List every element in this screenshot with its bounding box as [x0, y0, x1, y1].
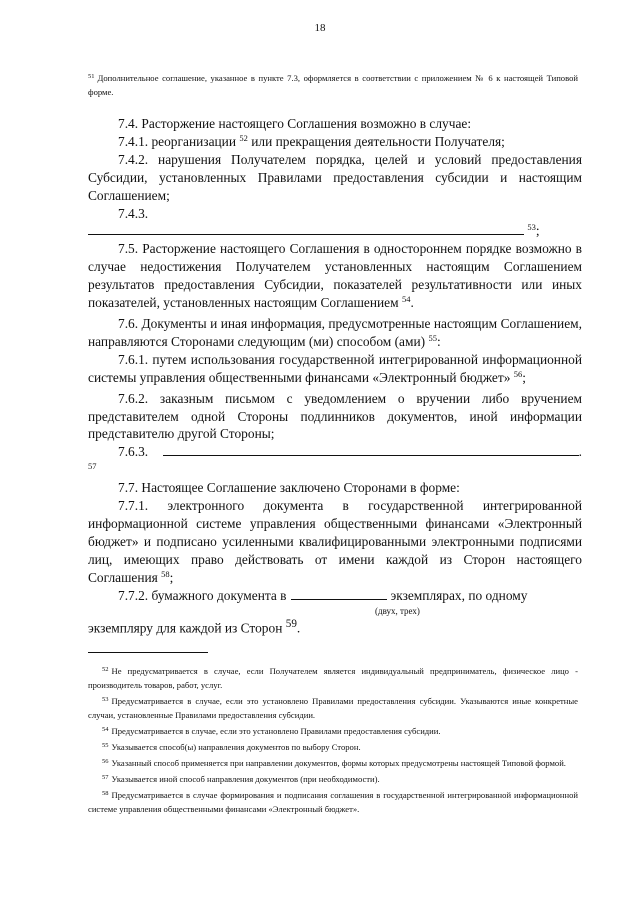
- clause-text: 7.6.1. путем использования государственной интегрированной информационной системы управления общественными финансами «Электронный бюджет»: [88, 351, 582, 385]
- clause-text-tail: или прекращения деятельности Получателя;: [247, 133, 505, 149]
- clause-end: .: [578, 444, 582, 460]
- clause-end: ;: [535, 223, 540, 239]
- footnote-number: 52: [102, 666, 109, 673]
- clause-7-4-1: [88, 133, 582, 151]
- footnote-text: Указанный способ применяется при направлении документов, формы которых предусмотрены настоящей Типовой формой.: [111, 758, 566, 768]
- footnote-55: [88, 740, 578, 754]
- footnote-text: Не предусматривается в случае, если Получателем является индивидуальный предприниматель, физическое лицо - производитель товаров, работ, услуг.: [88, 666, 578, 690]
- footnote-text: Дополнительное соглашение, указанное в пункте 7.3, оформляется в соответствии с приложением № 6 к настоящей Типовой форме.: [88, 73, 578, 97]
- footnote-separator: [88, 652, 208, 653]
- clause-7-7-2: [88, 587, 582, 638]
- clause-line: [88, 587, 582, 605]
- footnotes: [88, 664, 578, 818]
- clause-7-6-2: 7.6.2. заказным письмом с уведомлением о вручении либо вручением представителем одной Стороны подлинников документов, иной информации представителю другой Стороны;: [88, 390, 582, 442]
- footnote-58: [88, 788, 578, 816]
- clause-end: ;: [522, 369, 526, 385]
- clause-7-5: [88, 240, 582, 312]
- footnote-number: 54: [102, 726, 109, 733]
- footnote-52: [88, 664, 578, 692]
- footnote-text: Указывается способ(ы) направления документов по выбору Сторон.: [111, 742, 361, 752]
- footnote-number: 57: [102, 774, 109, 781]
- footnote-56: [88, 756, 578, 770]
- clause-label: 7.4.3.: [118, 205, 149, 221]
- footnote-text: Предусматривается в случае, если это установлено Правилами предоставления субсидии.: [111, 726, 441, 736]
- document-body: [88, 115, 582, 638]
- clause-end: :: [436, 333, 441, 349]
- footnote-number: 53: [102, 696, 109, 703]
- clause-end: .: [410, 295, 414, 311]
- clause-text: 7.4.1. реорганизации: [118, 133, 237, 149]
- clause-text-tail: экземпляру для каждой из Сторон: [88, 620, 283, 636]
- blank-fill-line: [163, 443, 579, 456]
- clause-7-7-1: [88, 497, 582, 587]
- clause-end: ;: [169, 569, 174, 585]
- copies-note: (двух, трех): [375, 605, 420, 616]
- blank-fill-line: [291, 587, 387, 600]
- footnote-ref: 52: [239, 132, 248, 143]
- clause-text-after: экземплярах, по одному: [390, 587, 528, 603]
- footnote-57: [88, 772, 578, 786]
- clause-end: .: [296, 620, 301, 636]
- clause-text: 7.7.1. электронного документа в государственной интегрированной информационной системе управления общественными финансами «Электронный бюджет» и подписано усиленными квалифицированными электронными подписями лиц, имеющих право действовать от имени каждой из Сторон настоящего Соглашения: [88, 498, 582, 585]
- page-number: 18: [314, 22, 326, 34]
- footnote-ref: 53: [527, 222, 536, 233]
- clause-text: 7.7.2. бумажного документа в: [118, 587, 287, 603]
- clause-7-6: [88, 315, 582, 351]
- blank-fill-line: [88, 222, 524, 235]
- footnote-text: Предусматривается в случае, если это установлено Правилами предоставления субсидии. Указываются иные конкретные случаи, установленные Правилами предоставления субсидии.: [88, 696, 578, 720]
- footnote-ref: 56: [513, 368, 523, 379]
- clause-7-6-3: [88, 443, 582, 479]
- footnote-number: 56: [102, 758, 109, 765]
- footnote-ref: 57: [88, 461, 97, 472]
- clause-7-4-3: [88, 205, 582, 241]
- clause-text: 7.6. Документы и иная информация, предусмотренные настоящим Соглашением, направляются Сторонами следующим (ми) способом (ами): [88, 315, 582, 349]
- footnote-number: 51: [88, 73, 95, 80]
- footnote-text: Указывается иной способ направления документов (при необходимости).: [111, 774, 380, 784]
- footnote-ref: 55: [428, 332, 437, 343]
- clause-7-4-2: 7.4.2. нарушения Получателем порядка, целей и условий предоставления Субсидии, установленных Правилами предоставления субсидии и настоящим Соглашением;: [88, 151, 582, 203]
- footnote-54: [88, 724, 578, 738]
- footnote-number: 55: [102, 742, 109, 749]
- footnote-number: 58: [102, 790, 109, 797]
- clause-tail: [88, 616, 582, 637]
- clause-label: 7.6.3.: [118, 444, 149, 460]
- footnote-ref: 58: [161, 568, 170, 579]
- footnote-ref: 54: [401, 294, 411, 305]
- footnote-53: [88, 694, 578, 722]
- clause-7-7: 7.7. Настоящее Соглашение заключено Сторонами в форме:: [118, 480, 460, 496]
- clause-text: 7.5. Расторжение настоящего Соглашения в одностороннем порядке возможно в случае недостижения Получателем установленных настоящим Соглашением результатов предоставления Субсидии, показателей результативности или иных показателей, установленных настоящим Соглашением: [88, 241, 582, 311]
- clause-7-4: 7.4. Расторжение настоящего Соглашения возможно в случае:: [118, 116, 472, 131]
- footnote-text: Предусматривается в случае формирования и подписания соглашения в государственной интегрированной информационной системе управления общественными финансами «Электронный бюджет».: [88, 790, 578, 814]
- top-footnote: [88, 71, 578, 99]
- clause-7-6-1: [88, 351, 582, 387]
- footnote-ref: 59: [285, 618, 297, 631]
